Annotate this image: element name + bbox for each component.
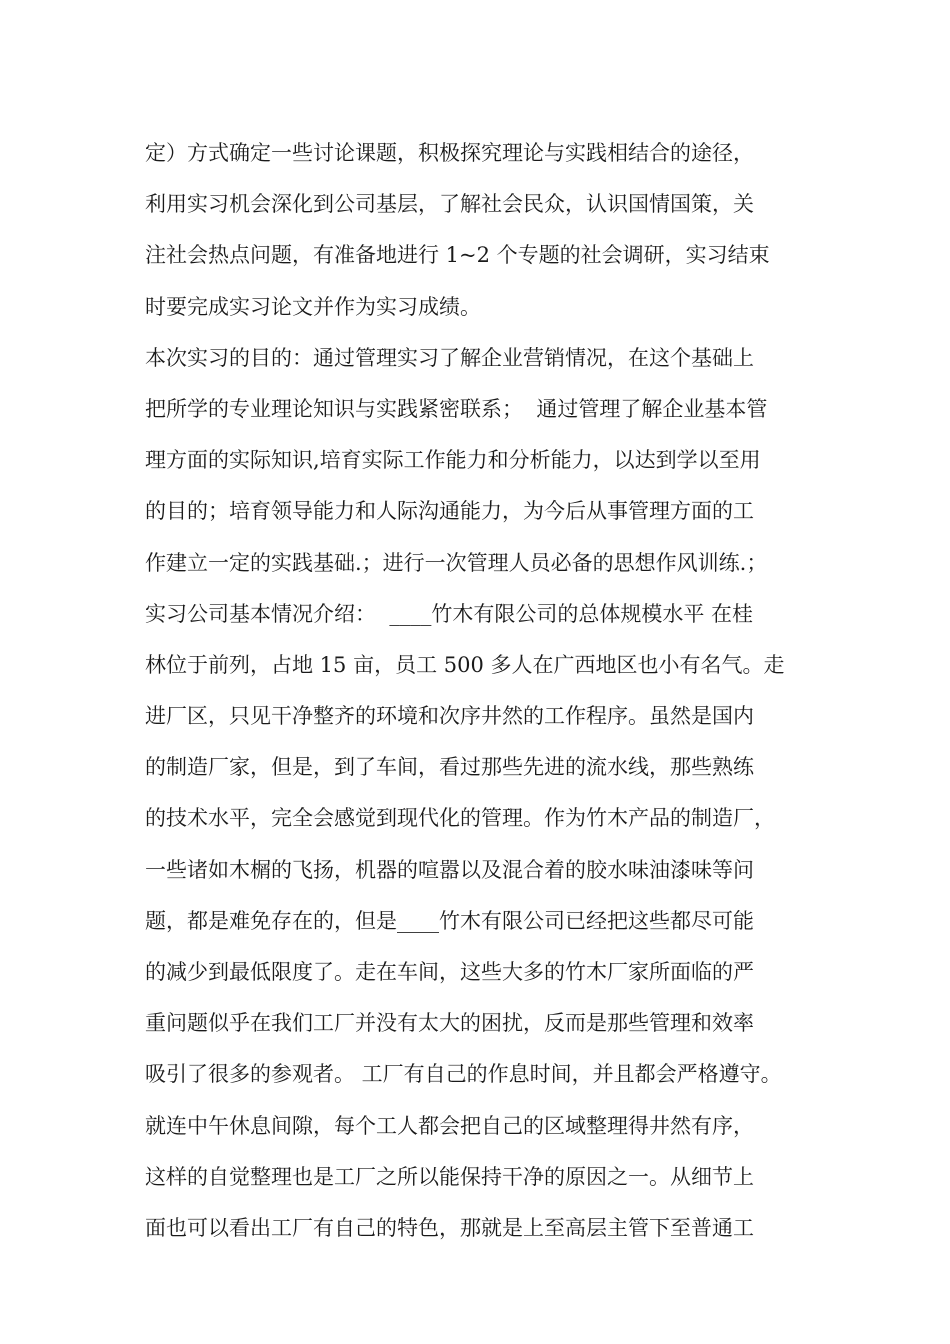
text-line: 作建立一定的实践基础.；进行一次管理人员必备的思想作风训练.； (145, 550, 768, 575)
text-line: 实习公司基本情况介绍： ____竹木有限公司的总体规模水平 在桂 (145, 601, 754, 626)
text-line: 一些诸如木榍的飞扬，机器的喧嚣以及混合着的胶水味油漆味等问 (145, 857, 754, 882)
text-line: 这样的自觉整理也是工厂之所以能保持干净的原因之一。从细节上 (145, 1164, 754, 1189)
text-line: 的目的；培育领导能力和人际沟通能力，为今后从事管理方面的工 (145, 499, 754, 524)
text-line: 面也可以看出工厂有自己的特色，那就是上至高层主管下至普通工 (145, 1215, 754, 1240)
text-line: 时要完成实习论文并作为实习成绩。 (145, 294, 481, 319)
text-line: 定）方式确定一些讨论课题，积极探究理论与实践相结合的途径， (145, 141, 754, 165)
text-line: 的技术水平，完全会感觉到现代化的管理。作为竹木产品的制造厂， (145, 806, 775, 831)
text-line: 进厂区，只见干净整齐的环境和次序井然的工作程序。虽然是国内 (145, 704, 754, 729)
text-line: 的制造厂家，但是，到了车间，看过那些先进的流水线，那些熟练 (145, 755, 754, 780)
text-line: 的减少到最低限度了。走在车间，这些大多的竹木厂家所面临的严 (145, 960, 754, 984)
text-line: 林位于前列，占地 15 亩，员工 500 多人在广西地区也小有名气。走 (145, 652, 785, 677)
text-line: 利用实习机会深化到公司基层，了解社会民众，认识国情国策，关 (145, 192, 754, 217)
text-line: 题，都是难免存在的，但是____竹木有限公司已经把这些都尽可能 (145, 908, 754, 933)
text-line: 本次实习的目的：通过管理实习了解企业营销情况，在这个基础上 (145, 345, 754, 370)
text-line: 把所学的专业理论知识与实践紧密联系； 通过管理了解企业基本管 (145, 396, 768, 421)
text-line: 就连中午休息间隙，每个工人都会把自己的区域整理得井然有序， (145, 1113, 754, 1138)
text-line: 重问题似乎在我们工厂并没有太大的困扰，反而是那些管理和效率 (145, 1011, 754, 1036)
text-line: 吸引了很多的参观者。 工厂有自己的作息时间，并且都会严格遵守。 (145, 1062, 782, 1087)
text-line: 注社会热点问题，有准备地进行 1~2 个专题的社会调研，实习结束 (145, 243, 770, 268)
body-text (145, 128, 825, 1254)
text-line: 理方面的实际知识,培育实际工作能力和分析能力，以达到学以至用 (145, 448, 761, 473)
